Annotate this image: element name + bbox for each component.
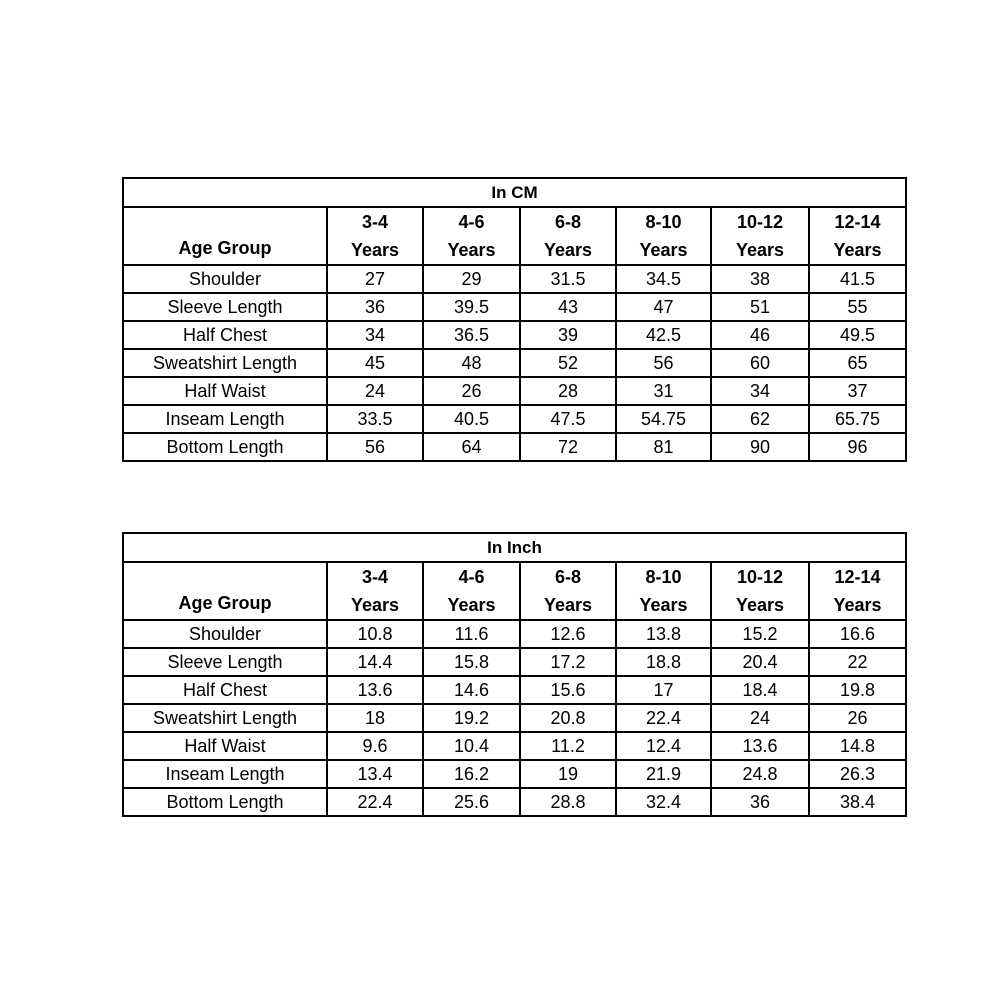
age-unit-label: Years — [543, 595, 593, 615]
measurement-value: 31 — [616, 377, 711, 405]
age-unit-label: Years — [833, 240, 882, 260]
measurement-value: 18.8 — [616, 648, 711, 676]
measurement-value: 36 — [327, 293, 423, 321]
measurement-value: 52 — [520, 349, 616, 377]
measurement-label: Shoulder — [123, 265, 327, 293]
measurement-value: 41.5 — [809, 265, 906, 293]
measurement-value: 15.6 — [520, 676, 616, 704]
measurement-value: 25.6 — [423, 788, 520, 816]
table-row — [123, 732, 906, 760]
measurement-value: 12.6 — [520, 620, 616, 648]
measurement-value: 39 — [520, 321, 616, 349]
measurement-value: 20.4 — [711, 648, 809, 676]
measurement-value: 13.6 — [327, 676, 423, 704]
age-unit-label: Years — [735, 595, 785, 615]
age-column-header — [423, 207, 520, 265]
measurement-label: Sweatshirt Length — [123, 704, 327, 732]
measurement-value: 9.6 — [327, 732, 423, 760]
age-column-header — [809, 207, 906, 265]
measurement-value: 47.5 — [520, 405, 616, 433]
measurement-value: 62 — [711, 405, 809, 433]
measurement-value: 17.2 — [520, 648, 616, 676]
age-group-header: Age Group — [123, 562, 327, 620]
measurement-value: 46 — [711, 321, 809, 349]
table-row — [123, 676, 906, 704]
age-range-label: 6-8 — [554, 212, 581, 232]
measurement-value: 13.8 — [616, 620, 711, 648]
measurement-value: 96 — [809, 433, 906, 461]
age-range-label: 8-10 — [645, 567, 682, 587]
measurement-label: Half Waist — [123, 732, 327, 760]
measurement-value: 11.6 — [423, 620, 520, 648]
age-unit-label: Years — [639, 240, 688, 260]
measurement-value: 22 — [809, 648, 906, 676]
measurement-value: 26 — [423, 377, 520, 405]
age-column-header — [711, 562, 809, 620]
measurement-value: 12.4 — [616, 732, 711, 760]
measurement-label: Inseam Length — [123, 760, 327, 788]
measurement-value: 26.3 — [809, 760, 906, 788]
age-column-header — [423, 562, 520, 620]
age-range-label: 12-14 — [834, 212, 881, 232]
table-row — [123, 377, 906, 405]
age-range-label: 6-8 — [554, 567, 581, 587]
age-column-header — [327, 207, 423, 265]
measurement-label: Half Chest — [123, 321, 327, 349]
measurement-value: 24 — [327, 377, 423, 405]
table-row — [123, 648, 906, 676]
measurement-value: 27 — [327, 265, 423, 293]
measurement-value: 17 — [616, 676, 711, 704]
age-range-label: 10-12 — [736, 212, 784, 232]
table-row — [123, 265, 906, 293]
measurement-value: 10.4 — [423, 732, 520, 760]
measurement-value: 65.75 — [809, 405, 906, 433]
age-unit-label: Years — [543, 240, 593, 260]
measurement-value: 14.8 — [809, 732, 906, 760]
measurement-label: Sleeve Length — [123, 648, 327, 676]
measurement-value: 90 — [711, 433, 809, 461]
table-row — [123, 433, 906, 461]
measurement-value: 19 — [520, 760, 616, 788]
measurement-value: 14.4 — [327, 648, 423, 676]
measurement-value: 13.4 — [327, 760, 423, 788]
measurement-value: 15.2 — [711, 620, 809, 648]
age-range-label: 12-14 — [834, 567, 881, 587]
table-row — [123, 405, 906, 433]
table-row — [123, 704, 906, 732]
measurement-value: 56 — [616, 349, 711, 377]
measurement-value: 18.4 — [711, 676, 809, 704]
measurement-value: 56 — [327, 433, 423, 461]
measurement-value: 72 — [520, 433, 616, 461]
measurement-value: 37 — [809, 377, 906, 405]
measurement-value: 28 — [520, 377, 616, 405]
age-unit-label: Years — [447, 595, 496, 615]
measurement-value: 26 — [809, 704, 906, 732]
age-column-header — [327, 562, 423, 620]
measurement-label: Sleeve Length — [123, 293, 327, 321]
measurement-value: 34 — [327, 321, 423, 349]
measurement-value: 65 — [809, 349, 906, 377]
measurement-value: 81 — [616, 433, 711, 461]
age-unit-label: Years — [639, 595, 688, 615]
measurement-value: 15.8 — [423, 648, 520, 676]
measurement-value: 31.5 — [520, 265, 616, 293]
size-table-inch — [122, 532, 907, 817]
measurement-label: Inseam Length — [123, 405, 327, 433]
age-unit-label: Years — [350, 595, 400, 615]
measurement-value: 20.8 — [520, 704, 616, 732]
measurement-value: 11.2 — [520, 732, 616, 760]
measurement-value: 48 — [423, 349, 520, 377]
age-group-header: Age Group — [123, 207, 327, 265]
measurement-label: Shoulder — [123, 620, 327, 648]
measurement-value: 60 — [711, 349, 809, 377]
size-table-cm — [122, 177, 907, 462]
measurement-label: Bottom Length — [123, 433, 327, 461]
measurement-value: 64 — [423, 433, 520, 461]
measurement-value: 38.4 — [809, 788, 906, 816]
measurement-value: 40.5 — [423, 405, 520, 433]
measurement-value: 34.5 — [616, 265, 711, 293]
measurement-value: 33.5 — [327, 405, 423, 433]
table-title: In CM — [123, 178, 906, 207]
measurement-label: Bottom Length — [123, 788, 327, 816]
measurement-value: 22.4 — [327, 788, 423, 816]
measurement-value: 42.5 — [616, 321, 711, 349]
measurement-value: 16.6 — [809, 620, 906, 648]
age-unit-label: Years — [350, 240, 400, 260]
table-body — [123, 265, 906, 461]
measurement-value: 51 — [711, 293, 809, 321]
measurement-value: 14.6 — [423, 676, 520, 704]
measurement-value: 10.8 — [327, 620, 423, 648]
table-row — [123, 321, 906, 349]
age-range-label: 4-6 — [458, 212, 485, 232]
measurement-value: 28.8 — [520, 788, 616, 816]
measurement-value: 24.8 — [711, 760, 809, 788]
measurement-value: 45 — [327, 349, 423, 377]
measurement-value: 43 — [520, 293, 616, 321]
measurement-value: 19.2 — [423, 704, 520, 732]
age-range-label: 10-12 — [736, 567, 784, 587]
measurement-value: 32.4 — [616, 788, 711, 816]
age-column-header — [520, 562, 616, 620]
age-range-label: 3-4 — [361, 212, 388, 232]
measurement-value: 38 — [711, 265, 809, 293]
table-row — [123, 788, 906, 816]
table-title: In Inch — [123, 533, 906, 562]
measurement-value: 36.5 — [423, 321, 520, 349]
measurement-label: Half Waist — [123, 377, 327, 405]
measurement-value: 24 — [711, 704, 809, 732]
header-row — [123, 562, 906, 620]
measurement-label: Half Chest — [123, 676, 327, 704]
measurement-value: 36 — [711, 788, 809, 816]
measurement-value: 19.8 — [809, 676, 906, 704]
measurement-value: 47 — [616, 293, 711, 321]
age-column-header — [711, 207, 809, 265]
header-row — [123, 207, 906, 265]
measurement-value: 49.5 — [809, 321, 906, 349]
measurement-value: 21.9 — [616, 760, 711, 788]
age-range-label: 8-10 — [645, 212, 682, 232]
table-row — [123, 620, 906, 648]
measurement-value: 22.4 — [616, 704, 711, 732]
measurement-value: 18 — [327, 704, 423, 732]
measurement-value: 39.5 — [423, 293, 520, 321]
measurement-label: Sweatshirt Length — [123, 349, 327, 377]
age-range-label: 3-4 — [361, 567, 388, 587]
measurement-value: 29 — [423, 265, 520, 293]
measurement-value: 54.75 — [616, 405, 711, 433]
age-column-header — [520, 207, 616, 265]
age-column-header — [616, 562, 711, 620]
age-column-header — [809, 562, 906, 620]
table-row — [123, 760, 906, 788]
table-row — [123, 293, 906, 321]
table-row — [123, 349, 906, 377]
age-column-header — [616, 207, 711, 265]
age-unit-label: Years — [447, 240, 496, 260]
measurement-value: 55 — [809, 293, 906, 321]
age-unit-label: Years — [735, 240, 785, 260]
measurement-value: 34 — [711, 377, 809, 405]
measurement-value: 16.2 — [423, 760, 520, 788]
age-range-label: 4-6 — [458, 567, 485, 587]
age-unit-label: Years — [833, 595, 882, 615]
table-body — [123, 620, 906, 816]
measurement-value: 13.6 — [711, 732, 809, 760]
